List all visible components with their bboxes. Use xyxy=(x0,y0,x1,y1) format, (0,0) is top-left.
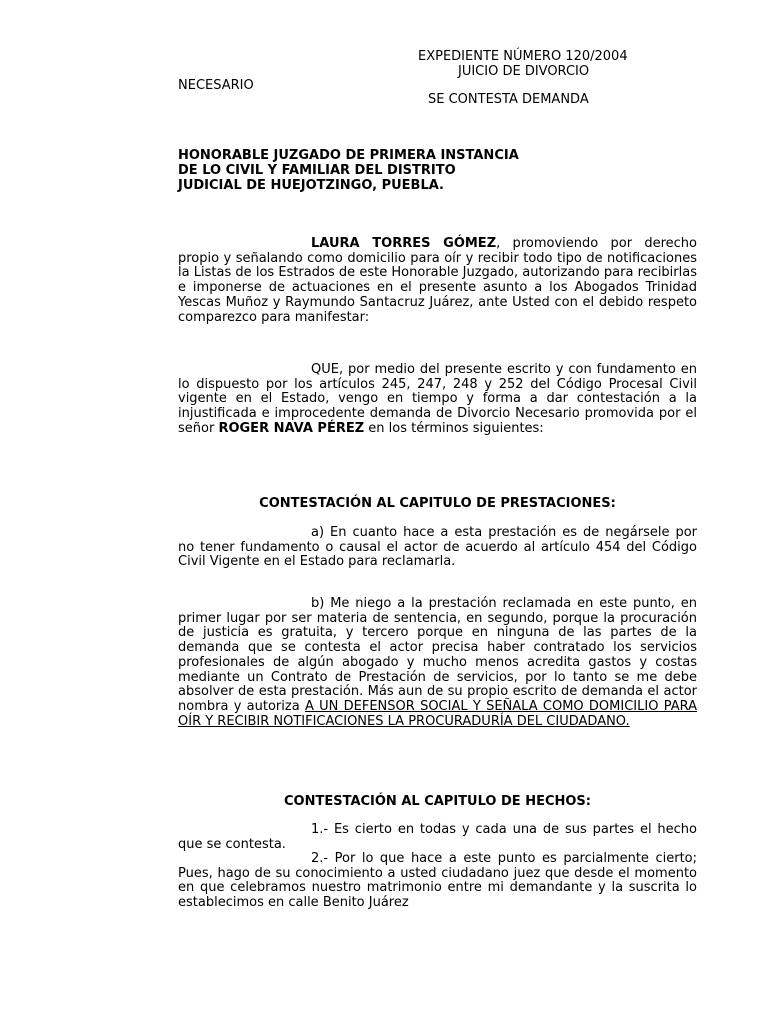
court-address-block xyxy=(178,149,519,193)
que-paragraph xyxy=(178,363,697,437)
hechos-heading: CONTESTACIÓN AL CAPITULO DE HECHOS: xyxy=(284,794,591,809)
expediente-number: EXPEDIENTE NÚMERO 120/2004 xyxy=(418,49,628,64)
court-line-3: JUDICIAL DE HUEJOTZINGO, PUEBLA. xyxy=(178,177,444,193)
que-text: QUE, por medio del presente escrito y con fundamento en lo dispuesto por los artículos 245, 247, 248 y 252 del Código Procesal Civil vigente en el Estado, vengo en tiempo y forma a dar contestación a la injustificada e improcedente demanda de Divorcio Necesario promovida por el señor xyxy=(178,362,697,436)
prestacion-a-paragraph: a) En cuanto hace a esta prestación es de negársele por no tener fundamento o causal el actor de acuerdo al artículo 454 del Código Civil Vigente en el Estado para reclamarla. xyxy=(178,525,697,570)
plaintiff-name: ROGER NAVA PÉREZ xyxy=(218,420,365,436)
court-line-1: HONORABLE JUZGADO DE PRIMERA INSTANCIA xyxy=(178,148,519,163)
que-tail: en los términos siguientes: xyxy=(364,420,544,436)
document-purpose: SE CONTESTA DEMANDA xyxy=(428,92,589,107)
prestacion-b-text: b) Me niego a la prestación reclamada en este punto, en primer lugar por ser materia de sentencia, en segundo, porque la procuración de justicia es gratuita, y tercero porque en ninguna de las partes de la demanda que se contesta el actor precisa haber contratado los servicios profesionales de algún abogado y mucho menos acredita gastos y costas mediante un Contrato de Prestación de servicios, por lo tanto se me debe absolver de esta prestación. Más aun de su propio escrito de demanda el actor nombra y autoriza xyxy=(178,596,697,714)
intro-text: , promoviendo por derecho propio y señalando como domicilio para oír y recibir todo tipo de notificaciones la Listas de los Estrados de este Honorable Juzgado, autorizando para recibirlas e imponerse de actuaciones en el presente asunto a los Abogados Trinidad Yescas Muñoz y Raymundo Santacruz Juárez, ante Usted con el debido respeto comparezco para manifestar: xyxy=(178,236,697,325)
defendant-name: LAURA TORRES GÓMEZ xyxy=(311,236,497,251)
intro-paragraph xyxy=(178,237,697,325)
prestacion-b-paragraph xyxy=(178,597,697,729)
hecho-1-paragraph: 1.- Es cierto en todas y cada una de sus partes el hecho que se contesta. xyxy=(178,822,697,852)
court-line-2: DE LO CIVIL Y FAMILIAR DEL DISTRITO xyxy=(178,162,456,178)
trial-type-continued: NECESARIO xyxy=(178,78,254,93)
prestaciones-heading: CONTESTACIÓN AL CAPITULO DE PRESTACIONES: xyxy=(259,496,616,511)
prestacion-b-underlined: A UN DEFENSOR SOCIAL Y SEÑALA COMO DOMICILIO PARA OÍR Y RECIBIR NOTIFICACIONES LA PROCURADURÍA DEL CIUDADANO. xyxy=(178,698,697,729)
hecho-2-paragraph: 2.- Por lo que hace a este punto es parcialmente cierto; Pues, hago de su conocimiento a usted ciudadano juez que desde el momento en que celebramos nuestro matrimonio entre mi demandante y la suscrita lo establecimos en calle Benito Juárez xyxy=(178,851,697,911)
trial-type: JUICIO DE DIVORCIO xyxy=(458,64,590,79)
